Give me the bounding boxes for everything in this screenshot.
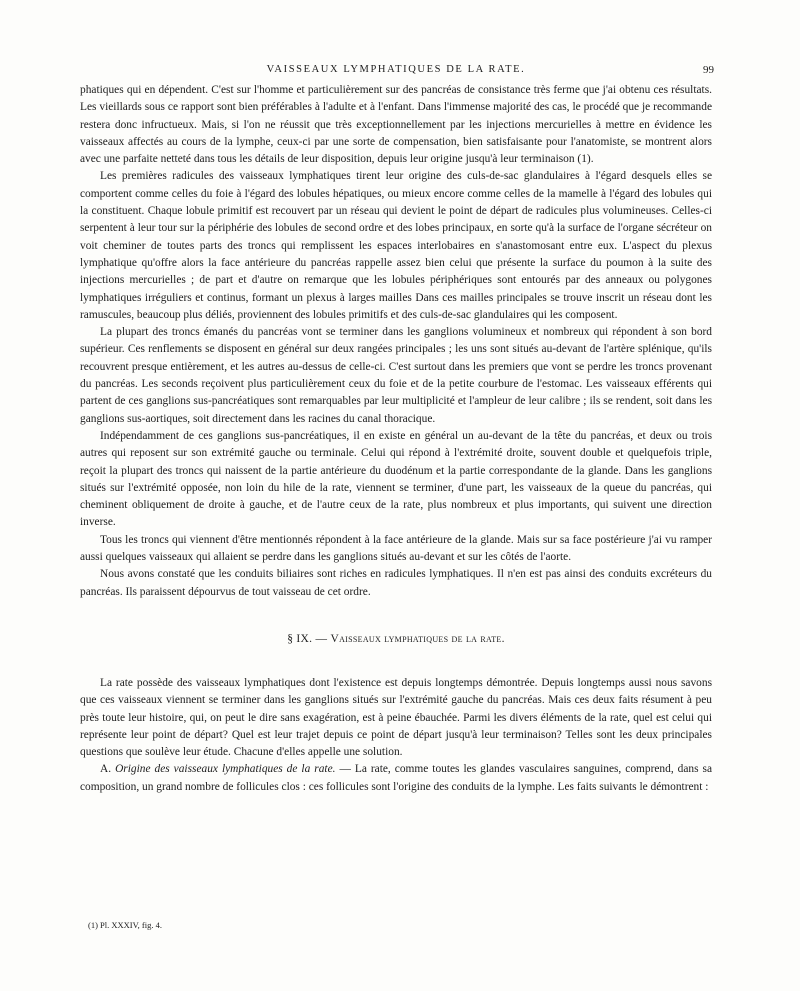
section-number: § IX. — — [287, 632, 331, 645]
page-number: 99 — [703, 64, 714, 76]
subsection-paragraph — [80, 761, 712, 796]
paragraph: Tous les troncs qui viennent d'être mentionnés répondent à la face antérieure de la glande. Mais sur sa face postérieure j'ai vu ramper aussi quelques vaisseaux qui allaient se perdre dans les ganglions situés au-devant et sur les côtés de l'aorte. — [80, 533, 712, 564]
subsection-label: A. — [100, 763, 116, 776]
body-text — [80, 82, 712, 796]
paragraph: Indépendamment de ces ganglions sus-pancréatiques, il en existe en général un au-devant de la tête du pancréas, et deux ou trois autres qui reposent sur son extrémité gauche ou terminale. Celui qui répond à l'extrémité droite, souvent double et quelquefois triple, reçoit la plupart des troncs qui naissent de la partie antérieure du duodénum et la partie correspondante de la glande. Dans les ganglions situés sur l'extrémité opposée, non loin du hile de la rate, viennent se terminer, d'une part, les vaisseaux de la queue du pancréas, qui cheminent obliquement de droite à gauche, et de l'autre ceux de la rate, plus nombreux et plus importants, qui suivent une direction inverse. — [80, 429, 712, 529]
subsection-title: Origine des vaisseaux lymphatiques de la rate. — [115, 763, 336, 776]
footnote: (1) Pl. XXXIV, fig. 4. — [88, 920, 162, 930]
section-heading — [80, 633, 712, 645]
section-title: Vaisseaux lymphatiques de la rate. — [330, 632, 505, 645]
paragraph: Les premières radicules des vaisseaux lymphatiques tirent leur origine des culs-de-sac glandulaires à l'égard desquels elles se comportent comme celles du foie à l'égard des lobules hépatiques, ou mieux encore comme celles de la mamelle à l'égard des lobules qui la constituent. Chaque lobule primitif est recouvert par un réseau qui devient le point de départ de radicules plus volumineuses. Celles-ci serpentent à leur tour sur la périphérie des lobules de second ordre et des lobes principaux, en sorte qu'à la surface de l'organe sécréteur on voit cheminer de toutes parts des troncs qui remplissent les espaces interlobaires en s'anastomosant entre eux. L'aspect du plexus lymphatique qu'offre alors la face antérieure du pancréas rappelle assez bien celui que présente la surface du poumon à la suite des injections mercurielles ; de part et d'autre on remarque que les lobules périphériques sont entourés par des anneaux ou polygones lymphatiques irréguliers et continus, formant un plexus à larges mailles Dans ces mailles principales se trouve inscrit un réseau dont les ramuscules, beaucoup plus déliés, proviennent des lobules primitifs et des culs-de-sac glandulaires qui les composent. — [80, 170, 712, 321]
running-head — [80, 64, 712, 80]
paragraph: Nous avons constaté que les conduits biliaires sont riches en radicules lymphatiques. Il n'en est pas ainsi des conduits excréteurs du pancréas. Ils paraissent dépourvus de tout vaisseau de cet ordre. — [80, 568, 712, 598]
running-title: VAISSEAUX LYMPHATIQUES DE LA RATE. — [266, 64, 526, 75]
subsection-text: — La rate, comme toutes les glandes vasculaires sanguines, comprend, dans sa composition, un grand nombre de follicules clos : ces follicules sont l'origine des conduits de la lymphe. Les faits suivants le démontrent : — [80, 763, 713, 793]
paragraph: phatiques qui en dépendent. C'est sur l'homme et particulièrement sur des pancréas de consistance très ferme que j'ai obtenu ces résultats. Les vieillards sous ce rapport sont bien préférables à l'adulte et à l'enfant. Dans l'immense majorité des cas, le procédé que je recommande restera donc infructueux. Mais, si l'on ne réussit que très exceptionnellement par les injections mercurielles à mettre en évidence les vaisseaux affectés au cours de la lymphe, ceux-ci par une sorte de compensation, bien satisfaisante pour l'anatomiste, se montrent alors avec une parfaite netteté dans tous les détails de leur disposition, depuis leur origine jusqu'à leur terminaison (1). — [80, 84, 712, 166]
paragraph: La rate possède des vaisseaux lymphatiques dont l'existence est depuis longtemps démontrée. Depuis longtemps aussi nous savons que ces vaisseaux viennent se terminer dans les ganglions situés sur l'extrémité gauche du pancréas. Mais ces deux faits résument à peu près toute leur histoire, qui, on peut le dire sans exagération, est à peine ébauchée. Parmi les divers éléments de la rate, quel est celui qui représente leur point de départ? Quel est leur trajet depuis ce point de départ jusqu'à leur terminaison? Telles sont les deux principales questions que soulève leur étude. Chacune d'elles appelle une solution. — [80, 676, 712, 759]
paragraph: La plupart des troncs émanés du pancréas vont se terminer dans les ganglions volumineux et nombreux qui répondent à son bord supérieur. Ces renflements se disposent en général sur deux rangées principales ; les uns sont situés au-devant de l'artère splénique, qu'ils recouvrent presque entièrement, et les autres au-dessus de celle-ci. C'est surtout dans les premiers que vont se perdre les troncs provenant du pancréas. Les seconds reçoivent plus particulièrement ceux du foie et de la petite courbure de l'estomac. Les vaisseaux efférents qui partent de ces ganglions sus-pancréatiques sont remarquables par leur multiplicité et l'ampleur de leur calibre ; ils se rendent, soit dans les ganglions sus-aortiques, soit directement dans les racines du canal thoracique. — [80, 326, 712, 425]
